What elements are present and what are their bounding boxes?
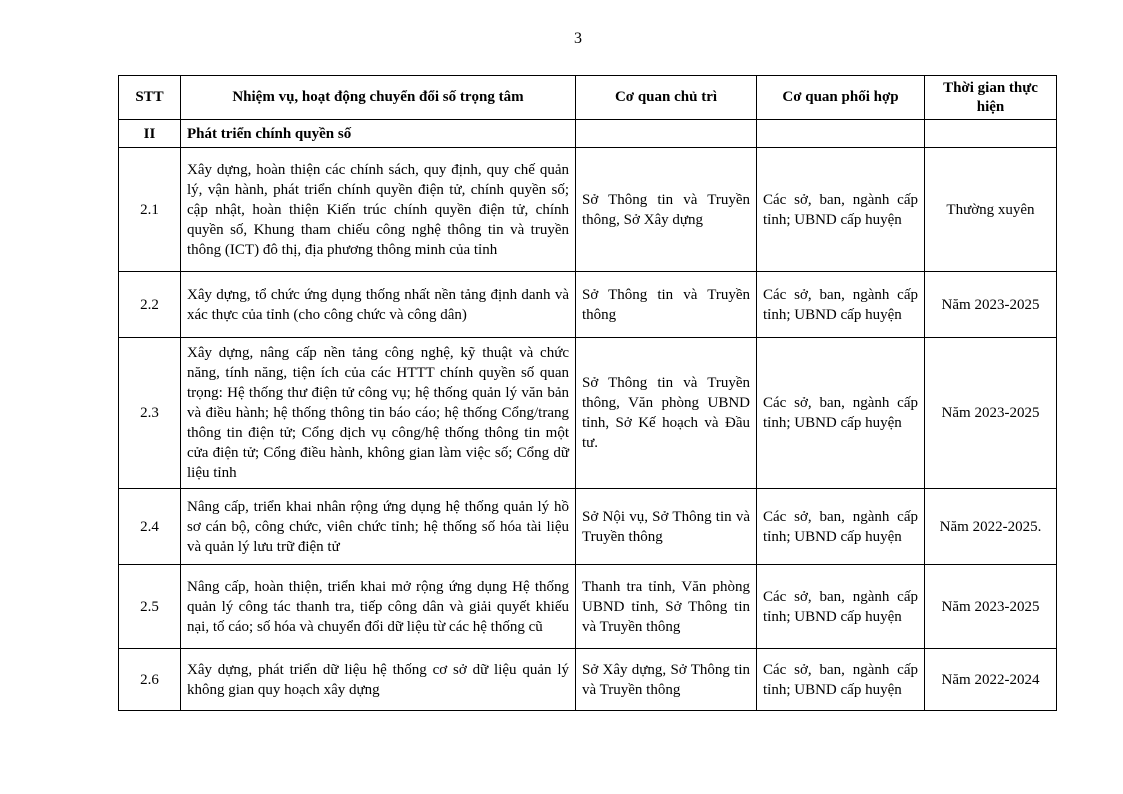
header-task: Nhiệm vụ, hoạt động chuyển đổi số trọng tâm xyxy=(181,76,576,120)
table-row xyxy=(119,148,1057,272)
time-cell: Năm 2023-2025 xyxy=(925,338,1057,489)
lead-agency-cell: Sở Thông tin và Truyền thông xyxy=(576,272,757,338)
section-stt: II xyxy=(119,120,181,148)
lead-agency-cell: Sở Thông tin và Truyền thông, Sở Xây dựng xyxy=(576,148,757,272)
coordinating-agency-cell: Các sở, ban, ngành cấp tỉnh; UBND cấp huyện xyxy=(757,489,925,565)
lead-agency-cell: Sở Nội vụ, Sở Thông tin và Truyền thông xyxy=(576,489,757,565)
coordinating-agency-cell: Các sở, ban, ngành cấp tỉnh; UBND cấp huyện xyxy=(757,272,925,338)
stt-cell: 2.6 xyxy=(119,649,181,711)
coordinating-agency-cell: Các sở, ban, ngành cấp tỉnh; UBND cấp huyện xyxy=(757,649,925,711)
section-title: Phát triển chính quyền số xyxy=(181,120,576,148)
table-row xyxy=(119,338,1057,489)
section-empty-cell xyxy=(757,120,925,148)
task-cell: Nâng cấp, triển khai nhân rộng ứng dụng hệ thống quản lý hồ sơ cán bộ, công chức, viên chức tỉnh; hệ thống số hóa tài liệu và quản lý lưu trữ điện tử xyxy=(181,489,576,565)
task-cell: Xây dựng, phát triển dữ liệu hệ thống cơ sở dữ liệu quản lý không gian quy hoạch xây dựng xyxy=(181,649,576,711)
header-stt: STT xyxy=(119,76,181,120)
lead-agency-cell: Thanh tra tỉnh, Văn phòng UBND tỉnh, Sở Thông tin và Truyền thông xyxy=(576,565,757,649)
stt-cell: 2.1 xyxy=(119,148,181,272)
section-row xyxy=(119,120,1057,148)
page-number: 3 xyxy=(574,30,582,47)
stt-cell: 2.3 xyxy=(119,338,181,489)
task-cell: Xây dựng, hoàn thiện các chính sách, quy định, quy chế quản lý, vận hành, phát triển chính quyền điện tử, chính quyền số; cập nhật, hoàn thiện Kiến trúc chính quyền điện tử, chính quyền số, Khung tham chiếu công nghệ thông tin và truyền thông (ICT) đô thị, địa phương thông minh của tỉnh xyxy=(181,148,576,272)
time-cell: Năm 2023-2025 xyxy=(925,565,1057,649)
header-time: Thời gian thực hiện xyxy=(925,76,1057,120)
coordinating-agency-cell: Các sở, ban, ngành cấp tỉnh; UBND cấp huyện xyxy=(757,148,925,272)
section-empty-cell xyxy=(576,120,757,148)
coordinating-agency-cell: Các sở, ban, ngành cấp tỉnh; UBND cấp huyện xyxy=(757,565,925,649)
table-header-row xyxy=(119,76,1057,120)
stt-cell: 2.5 xyxy=(119,565,181,649)
lead-agency-cell: Sở Thông tin và Truyền thông, Văn phòng UBND tỉnh, Sở Kế hoạch và Đầu tư. xyxy=(576,338,757,489)
time-cell: Năm 2023-2025 xyxy=(925,272,1057,338)
coordinating-agency-cell: Các sở, ban, ngành cấp tỉnh; UBND cấp huyện xyxy=(757,338,925,489)
table-row xyxy=(119,649,1057,711)
header-coordinating-agency: Cơ quan phối hợp xyxy=(757,76,925,120)
time-cell: Năm 2022-2024 xyxy=(925,649,1057,711)
table-row xyxy=(119,565,1057,649)
task-cell: Nâng cấp, hoàn thiện, triển khai mở rộng ứng dụng Hệ thống quản lý công tác thanh tra, tiếp công dân và giải quyết khiếu nại, tố cáo; số hóa và chuyển đổi dữ liệu từ các hệ thống cũ xyxy=(181,565,576,649)
task-cell: Xây dựng, tổ chức ứng dụng thống nhất nền tảng định danh và xác thực của tỉnh (cho công chức và công dân) xyxy=(181,272,576,338)
table-row xyxy=(119,272,1057,338)
section-empty-cell xyxy=(925,120,1057,148)
lead-agency-cell: Sở Xây dựng, Sở Thông tin và Truyền thông xyxy=(576,649,757,711)
task-cell: Xây dựng, nâng cấp nền tảng công nghệ, kỹ thuật và chức năng, tính năng, tiện ích của các HTTT chính quyền số quan trọng: Hệ thống thư điện tử công vụ; hệ thống quản lý văn bản và điều hành; hệ thống thông tin báo cáo; hệ thống Cổng/trang thông tin điện tử; Cổng dịch vụ công/hệ thống thông tin một cửa điện tử; Cổng điều hành, không gian làm việc số; Cổng dữ liệu tỉnh xyxy=(181,338,576,489)
header-lead-agency: Cơ quan chủ trì xyxy=(576,76,757,120)
time-cell: Thường xuyên xyxy=(925,148,1057,272)
stt-cell: 2.4 xyxy=(119,489,181,565)
stt-cell: 2.2 xyxy=(119,272,181,338)
task-table xyxy=(118,75,1057,711)
time-cell: Năm 2022-2025. xyxy=(925,489,1057,565)
table-row xyxy=(119,489,1057,565)
